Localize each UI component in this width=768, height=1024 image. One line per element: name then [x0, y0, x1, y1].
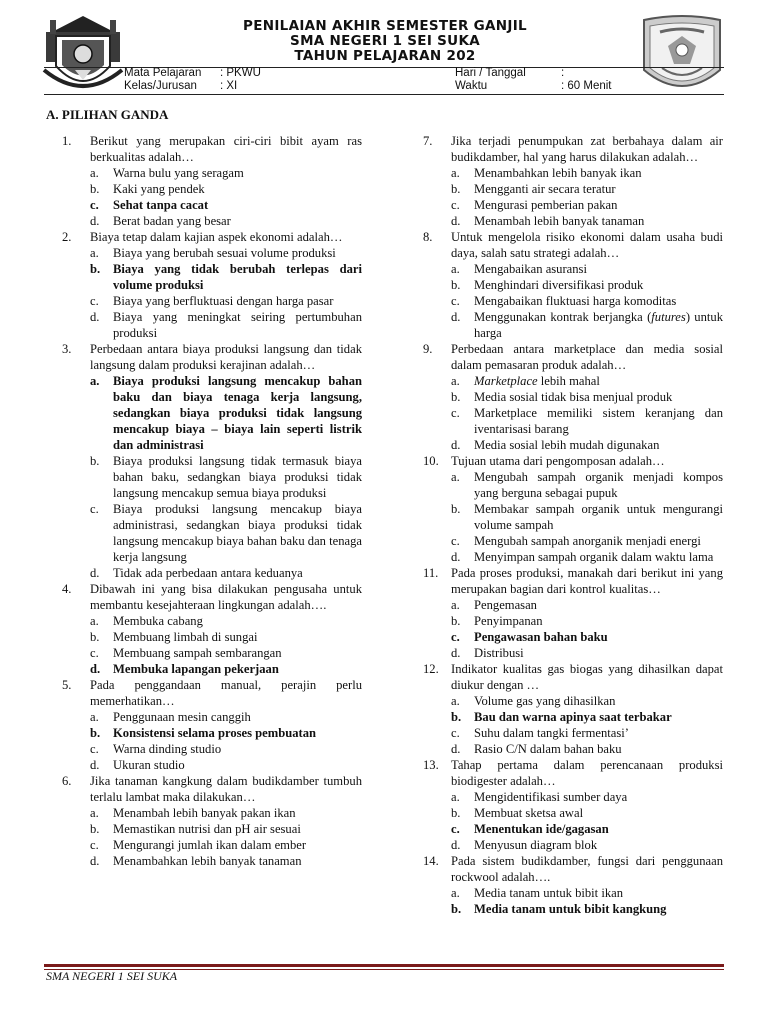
- option-list: [90, 805, 362, 869]
- answer-option-correct: [90, 373, 362, 453]
- info-label: Waktu: [455, 80, 488, 92]
- option-text: Mengurasi pemberian pakan: [474, 198, 618, 212]
- answer-option: [451, 309, 723, 341]
- info-right: [455, 67, 612, 93]
- option-text: Kaki yang pendek: [113, 182, 205, 196]
- option-text: Biaya produksi langsung mencakup bahan baku dan biaya tenaga kerja langsung, sedangkan biaya produksi tidak langsung mencakup biaya – biaya lain seperti listrik dan administrasi: [113, 374, 362, 452]
- option-text: Menambahkan lebih banyak ikan: [474, 166, 642, 180]
- option-text: Biaya produksi langsung mencakup biaya administrasi, sedangkan biaya produksi tidak langsung mencakup biaya bahan baku dan tenaga kerja langsung: [113, 502, 362, 564]
- info-label: Hari / Tanggal: [455, 67, 526, 79]
- option-text: Media tanam untuk bibit ikan: [474, 886, 623, 900]
- option-text: Menentukan ide/gagasan: [474, 822, 609, 836]
- option-letter: b.: [451, 806, 461, 820]
- option-letter: d.: [451, 310, 461, 324]
- answer-option: [90, 821, 362, 837]
- option-list: [451, 885, 723, 917]
- question-number: 1.: [62, 134, 72, 148]
- option-letter: b.: [451, 902, 462, 916]
- questions-right-column: [423, 133, 723, 917]
- answer-option: [451, 693, 723, 709]
- answer-option: [451, 373, 723, 389]
- option-letter: d.: [451, 214, 461, 228]
- question-text: Pada sistem budikdamber, fungsi dari penggunaan rockwool adalah….: [451, 854, 723, 884]
- answer-option: [451, 165, 723, 181]
- option-text: Mengganti air secara teratur: [474, 182, 616, 196]
- option-letter: c.: [451, 406, 460, 420]
- answer-option-correct: [90, 725, 362, 741]
- option-text: Menggunakan kontrak berjangka (futures) untuk harga: [474, 310, 723, 340]
- question-text: Berikut yang merupakan ciri-ciri bibit ayam ras berkualitas adalah…: [90, 134, 362, 164]
- question-text: Tahap pertama dalam perencanaan produksi biodigester adalah…: [451, 758, 723, 788]
- option-text: Penyimpanan: [474, 614, 543, 628]
- answer-option: [90, 293, 362, 309]
- answer-option: [90, 629, 362, 645]
- answer-option: [451, 261, 723, 277]
- option-letter: a.: [451, 598, 460, 612]
- question: [423, 661, 723, 757]
- answer-option: [90, 181, 362, 197]
- question: [423, 453, 723, 565]
- question-text: Jika tanaman kangkung dalam budikdamber tumbuh terlalu lambat maka dilakukan…: [90, 774, 362, 804]
- option-letter: b.: [451, 390, 461, 404]
- answer-option: [451, 725, 723, 741]
- option-text: Distribusi: [474, 646, 524, 660]
- option-letter: a.: [451, 790, 460, 804]
- footer-rule-thick: [44, 964, 724, 967]
- option-text: Membuang sampah sembarangan: [113, 646, 282, 660]
- question-text: Untuk mengelola risiko ekonomi dalam usaha budi daya, salah satu strategi adalah…: [451, 230, 723, 260]
- option-letter: b.: [451, 278, 461, 292]
- option-text: Pengemasan: [474, 598, 537, 612]
- option-letter: d.: [90, 854, 100, 868]
- exam-header: [0, 0, 768, 100]
- option-text: Mengidentifikasi sumber daya: [474, 790, 628, 804]
- question-text: Perbedaan antara biaya produksi langsung dan tidak langsung dalam produksi kerajinan adalah…: [90, 342, 362, 372]
- option-text: Pengawasan bahan baku: [474, 630, 608, 644]
- info-value: : PKWU: [220, 67, 261, 79]
- answer-option: [451, 549, 723, 565]
- option-text: Media sosial tidak bisa menjual produk: [474, 390, 673, 404]
- question-number: 12.: [423, 662, 439, 676]
- option-text: Media sosial lebih mudah digunakan: [474, 438, 660, 452]
- option-text: Menyimpan sampah organik dalam waktu lama: [474, 550, 714, 564]
- answer-option: [90, 165, 362, 181]
- question-number: 14.: [423, 854, 439, 868]
- school-emblem-icon: [42, 10, 124, 98]
- option-letter: d.: [90, 310, 100, 324]
- option-list: [90, 709, 362, 773]
- option-text: Konsistensi selama proses pembuatan: [113, 726, 317, 740]
- option-letter: c.: [90, 502, 99, 516]
- option-text: Warna bulu yang seragam: [113, 166, 244, 180]
- option-letter: a.: [90, 246, 99, 260]
- question-text: Pada proses produksi, manakah dari berikut ini yang merupakan bagian dari kontrol kualitas…: [451, 566, 723, 596]
- option-text: Marketplace memiliki sistem keranjang dan iventarisasi barang: [474, 406, 723, 436]
- question-text: Perbedaan antara marketplace dan media sosial dalam pemasaran produk adalah…: [451, 342, 723, 372]
- answer-option: [451, 501, 723, 533]
- option-list: [90, 613, 362, 677]
- question-number: 2.: [62, 230, 72, 244]
- question-text: Jika terjadi penumpukan zat berbahaya dalam air budikdamber, hal yang harus dilakukan adalah…: [451, 134, 723, 164]
- option-text: Biaya produksi langsung tidak termasuk biaya bahan baku, sedangkan biaya produksi tidak langsung mencakup semua biaya produksi: [113, 454, 362, 500]
- option-text: Biaya yang meningkat seiring pertumbuhan produksi: [113, 310, 362, 340]
- answer-option: [451, 469, 723, 501]
- option-letter: c.: [90, 198, 99, 212]
- answer-option: [90, 613, 362, 629]
- option-letter: b.: [90, 630, 100, 644]
- option-text: Rasio C/N dalam bahan baku: [474, 742, 622, 756]
- info-value: : XI: [220, 80, 238, 92]
- question-number: 7.: [423, 134, 433, 148]
- option-letter: b.: [451, 614, 461, 628]
- option-letter: c.: [451, 534, 460, 548]
- answer-option-correct: [90, 261, 362, 293]
- answer-option: [90, 501, 362, 565]
- option-text: Mengabaikan asuransi: [474, 262, 587, 276]
- option-text: Menambah lebih banyak pakan ikan: [113, 806, 296, 820]
- option-text: Ukuran studio: [113, 758, 185, 772]
- section-title: A. PILIHAN GANDA: [46, 107, 169, 122]
- option-text: Bau dan warna apinya saat terbakar: [474, 710, 672, 724]
- answer-option: [90, 741, 362, 757]
- question: [62, 677, 362, 773]
- answer-option: [90, 645, 362, 661]
- option-letter: d.: [90, 214, 100, 228]
- option-letter: b.: [90, 182, 100, 196]
- option-text: Tidak ada perbedaan antara keduanya: [113, 566, 303, 580]
- question: [423, 341, 723, 453]
- option-letter: c.: [90, 742, 99, 756]
- option-text: Membuka lapangan pekerjaan: [113, 662, 279, 676]
- option-letter: c.: [451, 822, 460, 836]
- answer-option: [451, 437, 723, 453]
- answer-option: [451, 181, 723, 197]
- option-list: [90, 245, 362, 341]
- answer-option: [451, 741, 723, 757]
- question: [423, 757, 723, 853]
- option-letter: b.: [451, 710, 462, 724]
- question: [62, 341, 362, 581]
- option-list: [451, 789, 723, 853]
- option-list: [451, 693, 723, 757]
- option-letter: d.: [90, 758, 100, 772]
- option-list: [451, 261, 723, 341]
- question: [423, 133, 723, 229]
- option-text: Menambah lebih banyak tanaman: [474, 214, 645, 228]
- question: [423, 565, 723, 661]
- answer-option: [90, 245, 362, 261]
- option-letter: b.: [90, 822, 100, 836]
- option-letter: c.: [451, 726, 460, 740]
- option-text: Membakar sampah organik untuk mengurangi volume sampah: [474, 502, 723, 532]
- option-letter: a.: [451, 374, 460, 388]
- questions-left-column: [62, 133, 362, 869]
- answer-option: [451, 805, 723, 821]
- option-letter: c.: [90, 646, 99, 660]
- info-label: Kelas/Jurusan: [124, 80, 197, 92]
- option-text: Marketplace lebih mahal: [474, 374, 600, 388]
- question-number: 9.: [423, 342, 433, 356]
- option-letter: a.: [90, 710, 99, 724]
- option-letter: b.: [451, 182, 461, 196]
- exam-title: [150, 19, 620, 64]
- question-text: Pada penggandaan manual, perajin perlu memerhatikan…: [90, 678, 362, 708]
- option-letter: a.: [451, 886, 460, 900]
- option-letter: c.: [451, 294, 460, 308]
- option-letter: a.: [90, 806, 99, 820]
- option-text: Biaya yang tidak berubah terlepas dari volume produksi: [113, 262, 362, 292]
- answer-option: [90, 453, 362, 501]
- option-letter: b.: [451, 502, 461, 516]
- answer-option: [90, 565, 362, 581]
- option-letter: d.: [451, 438, 461, 452]
- question: [423, 229, 723, 341]
- question-number: 8.: [423, 230, 433, 244]
- answer-option: [90, 709, 362, 725]
- answer-option: [451, 645, 723, 661]
- option-list: [90, 165, 362, 229]
- option-text: Menghindari diversifikasi produk: [474, 278, 644, 292]
- option-text: Memastikan nutrisi dan pH air sesuai: [113, 822, 301, 836]
- option-letter: c.: [451, 198, 460, 212]
- option-text: Volume gas yang dihasilkan: [474, 694, 616, 708]
- header-bottom-rule: [44, 94, 724, 95]
- answer-option: [90, 213, 362, 229]
- option-text: Membuka cabang: [113, 614, 203, 628]
- title-line: PENILAIAN AKHIR SEMESTER GANJIL: [243, 18, 527, 34]
- question-number: 6.: [62, 774, 72, 788]
- option-text: Biaya yang berfluktuasi dengan harga pasar: [113, 294, 334, 308]
- option-letter: d.: [90, 566, 100, 580]
- option-text: Mengabaikan fluktuasi harga komoditas: [474, 294, 677, 308]
- option-letter: d.: [90, 662, 101, 676]
- option-list: [451, 373, 723, 453]
- answer-option: [451, 885, 723, 901]
- option-letter: d.: [451, 742, 461, 756]
- option-letter: b.: [90, 454, 100, 468]
- answer-option: [90, 853, 362, 869]
- answer-option: [451, 405, 723, 437]
- answer-option: [90, 837, 362, 853]
- option-letter: a.: [90, 374, 100, 388]
- option-letter: a.: [451, 166, 460, 180]
- answer-option: [451, 277, 723, 293]
- info-label: Mata Pelajaran: [124, 67, 202, 79]
- title-line: TAHUN PELAJARAN 202: [294, 48, 476, 64]
- option-text: Biaya yang berubah sesuai volume produksi: [113, 246, 336, 260]
- option-letter: a.: [90, 166, 99, 180]
- option-letter: c.: [451, 630, 460, 644]
- option-letter: a.: [90, 614, 99, 628]
- option-text: Mengubah sampah anorganik menjadi energi: [474, 534, 701, 548]
- answer-option-correct: [451, 629, 723, 645]
- answer-option: [90, 805, 362, 821]
- answer-option-correct: [451, 901, 723, 917]
- answer-option: [451, 789, 723, 805]
- question-text: Biaya tetap dalam kajian aspek ekonomi adalah…: [90, 230, 343, 244]
- question-text: Tujuan utama dari pengomposan adalah…: [451, 454, 665, 468]
- question-number: 13.: [423, 758, 439, 772]
- option-text: Membuang limbah di sungai: [113, 630, 258, 644]
- question-number: 5.: [62, 678, 72, 692]
- option-letter: b.: [90, 262, 101, 276]
- tut-wuri-handayani-icon: [636, 12, 728, 98]
- option-text: Menyusun diagram blok: [474, 838, 598, 852]
- option-letter: a.: [451, 470, 460, 484]
- question-number: 11.: [423, 566, 439, 580]
- option-text: Warna dinding studio: [113, 742, 222, 756]
- option-text: Media tanam untuk bibit kangkung: [474, 902, 667, 916]
- option-text: Berat badan yang besar: [113, 214, 231, 228]
- question: [423, 853, 723, 917]
- answer-option: [451, 597, 723, 613]
- answer-option: [90, 309, 362, 341]
- option-list: [451, 469, 723, 565]
- info-left: [124, 67, 261, 93]
- footer-school-name: SMA NEGERI 1 SEI SUKA: [46, 969, 178, 983]
- question: [62, 229, 362, 341]
- option-text: Mengubah sampah organik menjadi kompos yang berguna sebagai pupuk: [474, 470, 723, 500]
- option-text: Penggunaan mesin canggih: [113, 710, 251, 724]
- option-letter: d.: [451, 838, 461, 852]
- answer-option: [451, 389, 723, 405]
- question: [62, 133, 362, 229]
- question-text: Dibawah ini yang bisa dilakukan pengusaha untuk membantu kesejahteraan lingkungan adalah….: [90, 582, 362, 612]
- question-number: 10.: [423, 454, 439, 468]
- question-number: 4.: [62, 582, 72, 596]
- option-letter: d.: [451, 646, 461, 660]
- question: [62, 773, 362, 869]
- answer-option: [90, 757, 362, 773]
- question: [62, 581, 362, 677]
- answer-option: [451, 213, 723, 229]
- answer-option: [451, 293, 723, 309]
- question-text: Indikator kualitas gas biogas yang dihasilkan dapat diukur dengan …: [451, 662, 723, 692]
- option-letter: a.: [451, 694, 460, 708]
- option-list: [451, 597, 723, 661]
- option-text: Suhu dalam tangki fermentasi’: [474, 726, 629, 740]
- info-value: : 60 Menit: [561, 80, 612, 92]
- option-letter: b.: [90, 726, 101, 740]
- answer-option: [451, 837, 723, 853]
- answer-option-correct: [451, 821, 723, 837]
- option-text: Membuat sketsa awal: [474, 806, 584, 820]
- option-text: Mengurangi jumlah ikan dalam ember: [113, 838, 307, 852]
- option-letter: c.: [90, 294, 99, 308]
- option-list: [451, 165, 723, 229]
- option-list: [90, 373, 362, 581]
- option-letter: c.: [90, 838, 99, 852]
- option-letter: a.: [451, 262, 460, 276]
- answer-option-correct: [451, 709, 723, 725]
- option-letter: d.: [451, 550, 461, 564]
- answer-option-correct: [90, 197, 362, 213]
- info-value: :: [561, 67, 565, 79]
- title-line: SMA NEGERI 1 SEI SUKA: [290, 33, 480, 49]
- answer-option-correct: [90, 661, 362, 677]
- question-number: 3.: [62, 342, 72, 356]
- answer-option: [451, 197, 723, 213]
- option-text: Sehat tanpa cacat: [113, 198, 209, 212]
- answer-option: [451, 533, 723, 549]
- answer-option: [451, 613, 723, 629]
- option-text: Menambahkan lebih banyak tanaman: [113, 854, 302, 868]
